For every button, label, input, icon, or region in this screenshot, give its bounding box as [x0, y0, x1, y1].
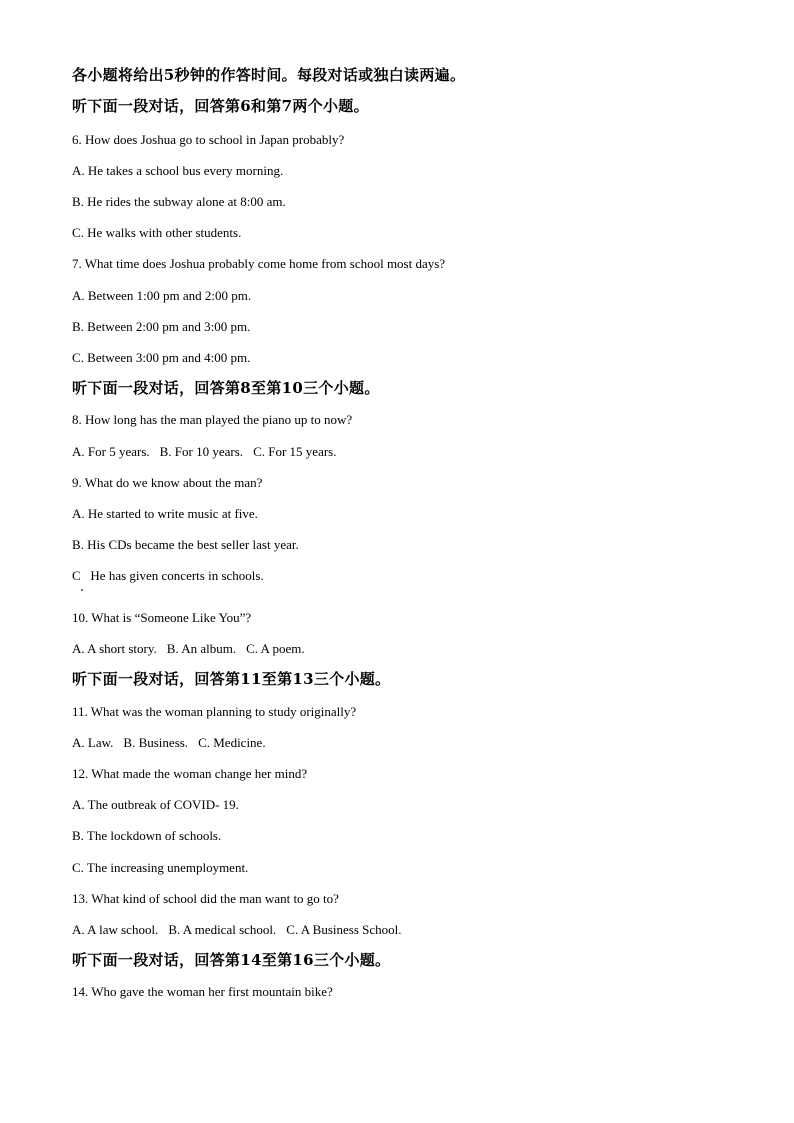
q13-option-c: C. A Business School. — [286, 922, 402, 937]
q12-option-c: C. The increasing unemployment. — [72, 860, 249, 875]
q8-option-b: B. For 10 years. — [159, 444, 244, 459]
q6-option-c: C. He walks with other students. — [72, 225, 242, 240]
q7-option-a: A. Between 1:00 pm and 2:00 pm. — [72, 288, 252, 303]
instruction-text: 各小题将给出5秒钟的作答时间。每段对话或独白读两遍。 — [72, 66, 466, 84]
question-7: 7. What time does Joshua probably come home from school most days? — [72, 256, 446, 271]
q10-options — [72, 642, 305, 655]
q9-option-c: C He has given concerts in schools. — [72, 568, 264, 583]
q8-option-c: C. For 15 years. — [253, 444, 337, 459]
q13-option-b: B. A medical school. — [168, 922, 277, 937]
question-11: 11. What was the woman planning to study originally? — [72, 704, 357, 719]
q6-option-a: A. He takes a school bus every morning. — [72, 163, 284, 178]
section-heading-14-16: 听下面一段对话，回答第14至第16三个小题。 — [72, 951, 391, 969]
q8-options — [72, 445, 336, 458]
section-heading-11-13: 听下面一段对话，回答第11至第13三个小题。 — [72, 670, 391, 688]
q9-option-a: A. He started to write music at five. — [72, 506, 258, 521]
q11-option-b: B. Business. — [123, 735, 189, 750]
q10-option-a: A. A short story. — [72, 641, 157, 656]
q12-option-a: A. The outbreak of COVID- 19. — [72, 797, 239, 812]
q9-option-b: B. His CDs became the best seller last year. — [72, 537, 299, 552]
q7-option-c: C. Between 3:00 pm and 4:00 pm. — [72, 350, 251, 365]
q10-option-b: B. An album. — [166, 641, 237, 656]
stray-dot-mark — [81, 589, 83, 591]
q11-option-c: C. Medicine. — [198, 735, 266, 750]
q10-option-c: C. A poem. — [246, 641, 305, 656]
question-9: 9. What do we know about the man? — [72, 475, 263, 490]
q11-option-a: A. Law. — [72, 735, 114, 750]
q13-options — [72, 923, 402, 936]
q6-option-b: B. He rides the subway alone at 8:00 am. — [72, 194, 286, 209]
question-8: 8. How long has the man played the piano up to now? — [72, 412, 353, 427]
q12-option-b: B. The lockdown of schools. — [72, 828, 222, 843]
q13-option-a: A. A law school. — [72, 922, 159, 937]
question-10: 10. What is “Someone Like You”? — [72, 610, 252, 625]
question-13: 13. What kind of school did the man want to go to? — [72, 891, 339, 906]
question-14: 14. Who gave the woman her first mountain bike? — [72, 984, 333, 999]
section-heading-8-10: 听下面一段对话，回答第8至第10三个小题。 — [72, 379, 380, 397]
question-12: 12. What made the woman change her mind? — [72, 766, 308, 781]
section-heading-6-7: 听下面一段对话，回答第6和第7两个小题。 — [72, 97, 369, 115]
q8-option-a: A. For 5 years. — [72, 444, 150, 459]
question-6: 6. How does Joshua go to school in Japan probably? — [72, 132, 345, 147]
q11-options — [72, 736, 266, 749]
q7-option-b: B. Between 2:00 pm and 3:00 pm. — [72, 319, 251, 334]
